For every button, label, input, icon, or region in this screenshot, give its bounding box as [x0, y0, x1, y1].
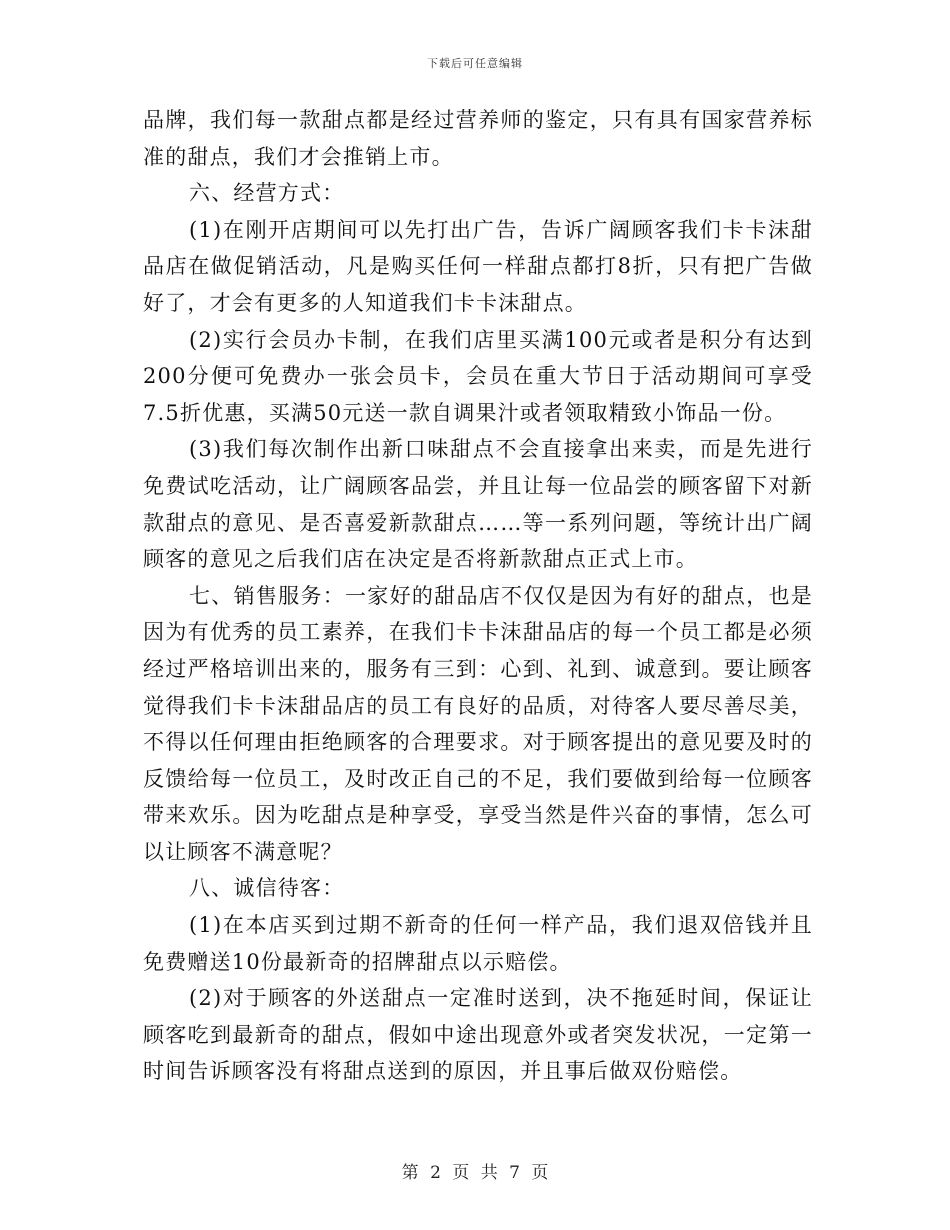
paragraph-operation-3: (3)我们每次制作出新口味甜点不会直接拿出来卖，而是先进行免费试吃活动，让广阔顾客品尝，并且让每一位品尝的顾客留下对新款甜点的意见、是否喜爱新款甜点……等一系列问题，等统计出广阔顾客的意见之后我们店在决定是否将新款甜点正式上市。 — [143, 437, 813, 572]
section-heading-operation: 六、经营方式： — [189, 181, 345, 206]
document-body — [143, 102, 813, 1090]
paragraph-sales-service: 七、销售服务：一家好的甜品店不仅仅是因为有好的甜点，也是因为有优秀的员工素养，在我们卡卡沫甜品店的每一个员工都是必须经过严格培训出来的，服务有三到：心到、礼到、诚意到。要让顾客觉得我们卡卡沫甜品店的员工有良好的品质，对待客人要尽善尽美，不得以任何理由拒绝顾客的合理要求。对于顾客提出的意见要及时的反馈给每一位员工，及时改正自己的不足，我们要做到给每一位顾客带来欢乐。因为吃甜点是种享受，享受当然是件兴奋的事情，怎么可以让顾客不满意呢？ — [143, 583, 813, 864]
paragraph-continuation: 品牌，我们每一款甜点都是经过营养师的鉴定，只有具有国家营养标准的甜点，我们才会推销上市。 — [143, 108, 813, 169]
paragraph-integrity-1: (1)在本店买到过期不新奇的任何一样产品，我们退双倍钱并且免费赠送10份最新奇的招牌甜点以示赔偿。 — [143, 913, 813, 974]
paragraph-integrity-2: (2)对于顾客的外送甜点一定准时送到，决不拖延时间，保证让顾客吃到最新奇的甜点，假如中途出现意外或者突发状况，一定第一时间告诉顾客没有将甜点送到的原因，并且事后做双份赔偿。 — [143, 986, 813, 1084]
section-heading-integrity: 八、诚信待客： — [189, 876, 345, 901]
page-header: 下载后可任意编辑 — [427, 57, 523, 70]
page-footer: 第 2 页 共 7 页 — [401, 1163, 549, 1183]
paragraph-operation-1: (1)在刚开店期间可以先打出广告，告诉广阔顾客我们卡卡沫甜品店在做促销活动，凡是购买任何一样甜点都打8折，只有把广告做好了，才会有更多的人知道我们卡卡沫甜点。 — [143, 217, 813, 315]
paragraph-operation-2: (2)实行会员办卡制，在我们店里买满100元或者是积分有达到200分便可免费办一张会员卡，会员在重大节日于活动期间可享受7.5折优惠，买满50元送一款自调果汁或者领取精致小饰品一份。 — [143, 327, 813, 425]
